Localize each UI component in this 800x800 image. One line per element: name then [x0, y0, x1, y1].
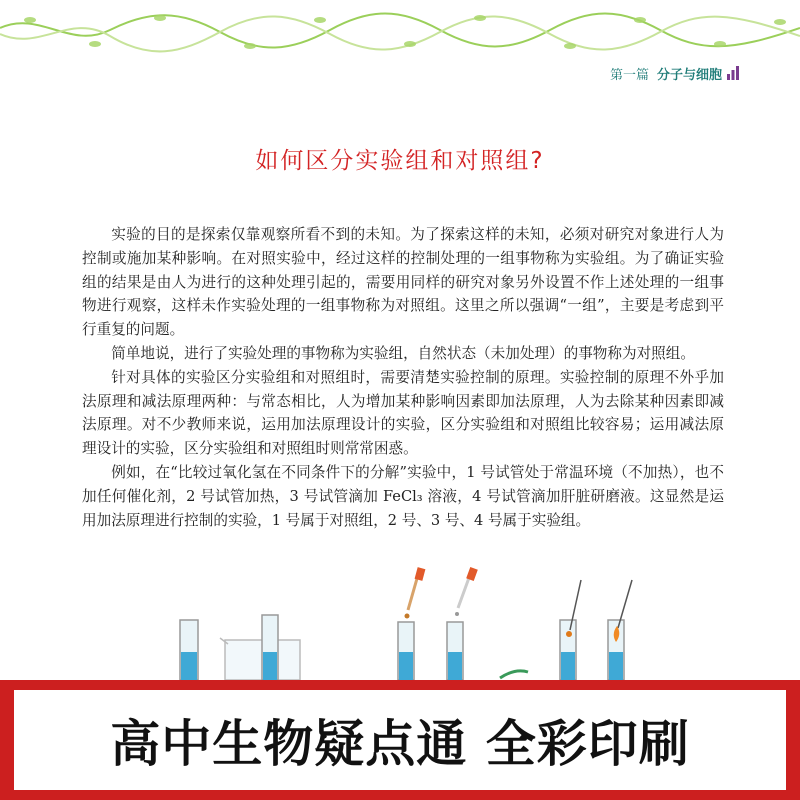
paragraph: 简单地说，进行了实验处理的事物称为实验组，自然状态（未加处理）的事物称为对照组。: [111, 344, 695, 362]
test-tube-3: [398, 622, 414, 680]
paragraph: 例如，在“比较过氧化氢在不同条件下的分解”实验中，1 号试管处于常温环境（不加热），也不加任何催化剂，2 号试管加热，3 号试管滴加 FeCl₃ 溶液，4 号试管滴加肝脏研磨液。这显然是运用加法原理进行控制的实验，1 号属于对照组，2 号、3 号、4 号属于实验组。: [82, 463, 724, 529]
promo-banner-inner: [14, 690, 786, 790]
test-tube-1: [180, 620, 198, 680]
part-label: 第一篇: [609, 67, 649, 83]
test-tube-5: [560, 580, 581, 680]
bar-chart-icon: [726, 66, 740, 80]
section-label: 分子与细胞: [656, 67, 722, 83]
test-tube-6: [608, 580, 632, 680]
test-tube-4: [447, 622, 463, 680]
article-body: [82, 223, 724, 532]
beaker: [220, 615, 300, 680]
article-title: 如何区分实验组和对照组?: [255, 148, 545, 174]
vine-decoration: [0, 0, 800, 62]
paragraph: 实验的目的是探索仅靠观察所看不到的未知。为了探索这样的未知，必须对研究对象进行人为控制或施加某种影响。在对照实验中，经过这样的控制处理的一组事物称为实验组。为了确证实验组的结果是由人为进行的这种处理引起的，需要用同样的研究对象另外设置不作上述处理的一组事物进行观察，这样未作实验处理的一组事物称为对照组。这里之所以强调“一组”，主要是考虑到平行重复的问题。: [82, 226, 724, 339]
test-tube-illustration: [0, 560, 800, 680]
paragraph: 针对具体的实验区分实验组和对照组时，需要清楚实验控制的原理。实验控制的原理不外乎加法原理和减法原理两种：与常态相比，人为增加某种影响因素即加法原理，人为去除某种因素即减法原理。对不少教师来说，运用加法原理设计的实验，区分实验组和对照组比较容易；运用减法原理设计的实验，区分实验组和对照组时则常常困惑。: [82, 368, 724, 458]
dropper-1: [405, 567, 426, 618]
dropper-2: [455, 567, 478, 616]
running-header: [610, 63, 722, 83]
promo-banner-text: 高中生物疑点通 全彩印刷: [110, 715, 690, 773]
promo-banner: [0, 680, 800, 800]
